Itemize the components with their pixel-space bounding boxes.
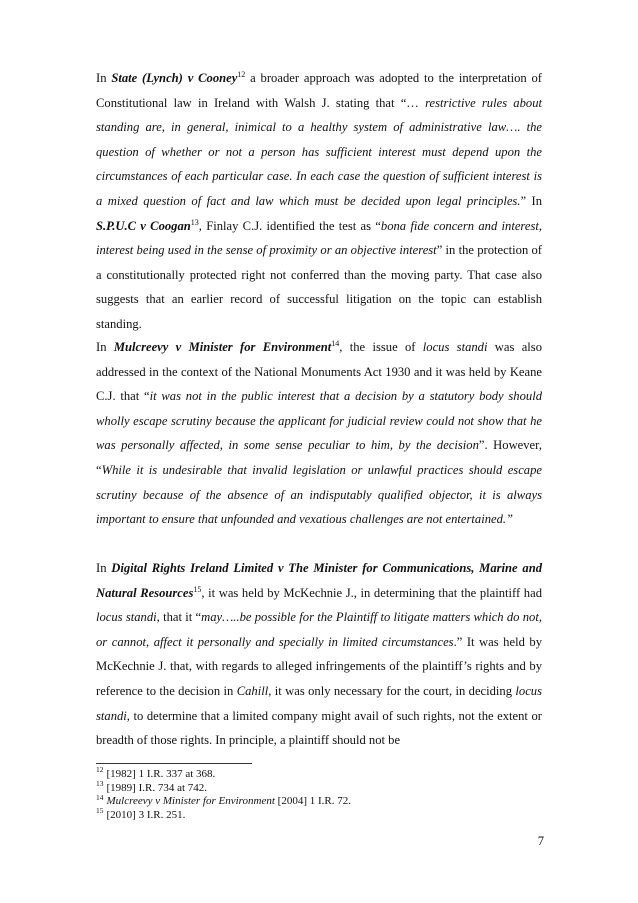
body-text: ” In [520,193,542,208]
italic-text: may…..be possible for the Plaintiff to litigate matters which do not, or cannot, affect it personally and specially in limited circumstances [96,610,542,649]
body-text: , it was held by McKechnie J., in determining that the plaintiff had [201,585,542,600]
italic-text: locus standi [96,610,157,625]
footnote-reference: 12 [237,69,246,79]
page-number: 7 [537,834,544,848]
footnote-13 [96,778,542,796]
footnote-reference: 15 [193,584,202,594]
body-text: , the issue of [339,340,423,354]
footnote-number: 13 [96,778,104,788]
body-text: , that it “ [156,610,202,625]
footnote-number: 15 [96,806,104,816]
body-text: In [96,340,114,354]
case-name: Mulcreevy v Minister for Environment [113,340,332,354]
footnote-number: 12 [96,765,104,775]
italic-text: it was not in the public interest that a decision by a statutory body should wholly escape scrutiny because the applicant for judicial review could not show that he was personally affected, in some sense peculiar to him, by the decision [96,389,542,453]
italic-text: restrictive rules about standing are, in general, inimical to a healthy system of administrative law…. the question of whether or not a person has sufficient interest must depend upon the circumstances of each particular case. In each case the question of sufficient interest is a mixed question of fact and law which must be decided upon legal principles. [96,95,542,208]
italic-text: Cahill [236,683,269,698]
italic-text: locus standi [422,340,488,354]
footnote-reference: 14 [331,338,340,348]
footnote-number: 14 [96,792,104,802]
paragraph-state-lynch-v-cooney [96,66,542,337]
footnote-separator [96,763,252,764]
body-text: [1982] 1 I.R. 337 at 368. [106,768,216,780]
footnote-15 [96,806,542,823]
body-text: , it was only necessary for the court, in deciding [268,683,516,698]
case-name: S.P.U.C v Coogan [96,218,191,233]
body-text: In [96,561,112,575]
body-text: , to determine that a limited company might avail of such rights, not the extent or breadth of those rights. In principle, a plaintiff should not be [96,708,542,748]
footnote-reference: 13 [190,217,199,227]
body-text: ” in the protection of a constitutionally protected right not conferred than the moving party. That case also suggests that an earlier record of successful litigation on the topic can establish standing. [96,243,542,331]
case-name: Digital Rights Ireland Limited v The Minister for Communications, Marine and Natural Resources [96,561,543,600]
paragraph-digital-rights-ireland [96,556,542,753]
body-text: [2004] 1 I.R. 72. [274,795,351,808]
body-text: a broader approach was adopted to the interpretation of Constitutional law in Ireland with Walsh J. stating that “… [96,71,542,110]
italic-text: bona fide concern and interest, interest being used in the sense of proximity or an objective interest [96,218,542,258]
case-name: State (Lynch) v Cooney [111,71,238,85]
body-text: .” It was held by McKechnie J. that, with regards to alleged infringements of the plaintiff’s rights and by reference to the decision in [96,634,542,698]
body-text: [1989] I.R. 734 at 742. [106,781,208,794]
body-text: was also addressed in the context of the National Monuments Act 1930 and it was held by Keane C.J. that “ [96,340,542,404]
footnotes [96,765,542,822]
footnote-12 [96,765,542,782]
body-text: [2010] 3 I.R. 251. [106,808,186,821]
italic-text: While it is undesirable that invalid legislation or unlawful practices should escape scrutiny because of the absence of an indisputably qualified objector, it is always important to ensure that unfounded and vexatious challenges are not entertained.” [96,462,542,527]
body-text: ”. However, “ [96,438,542,477]
paragraph-mulcreevy [96,335,542,532]
body-text: , Finlay C.J. identified the test as “ [198,218,381,233]
body-text: In [96,71,112,85]
italic-text: locus standi [96,683,543,723]
footnote-14 [96,792,542,809]
italic-text: Mulcreevy v Minister for Environment [106,795,275,808]
